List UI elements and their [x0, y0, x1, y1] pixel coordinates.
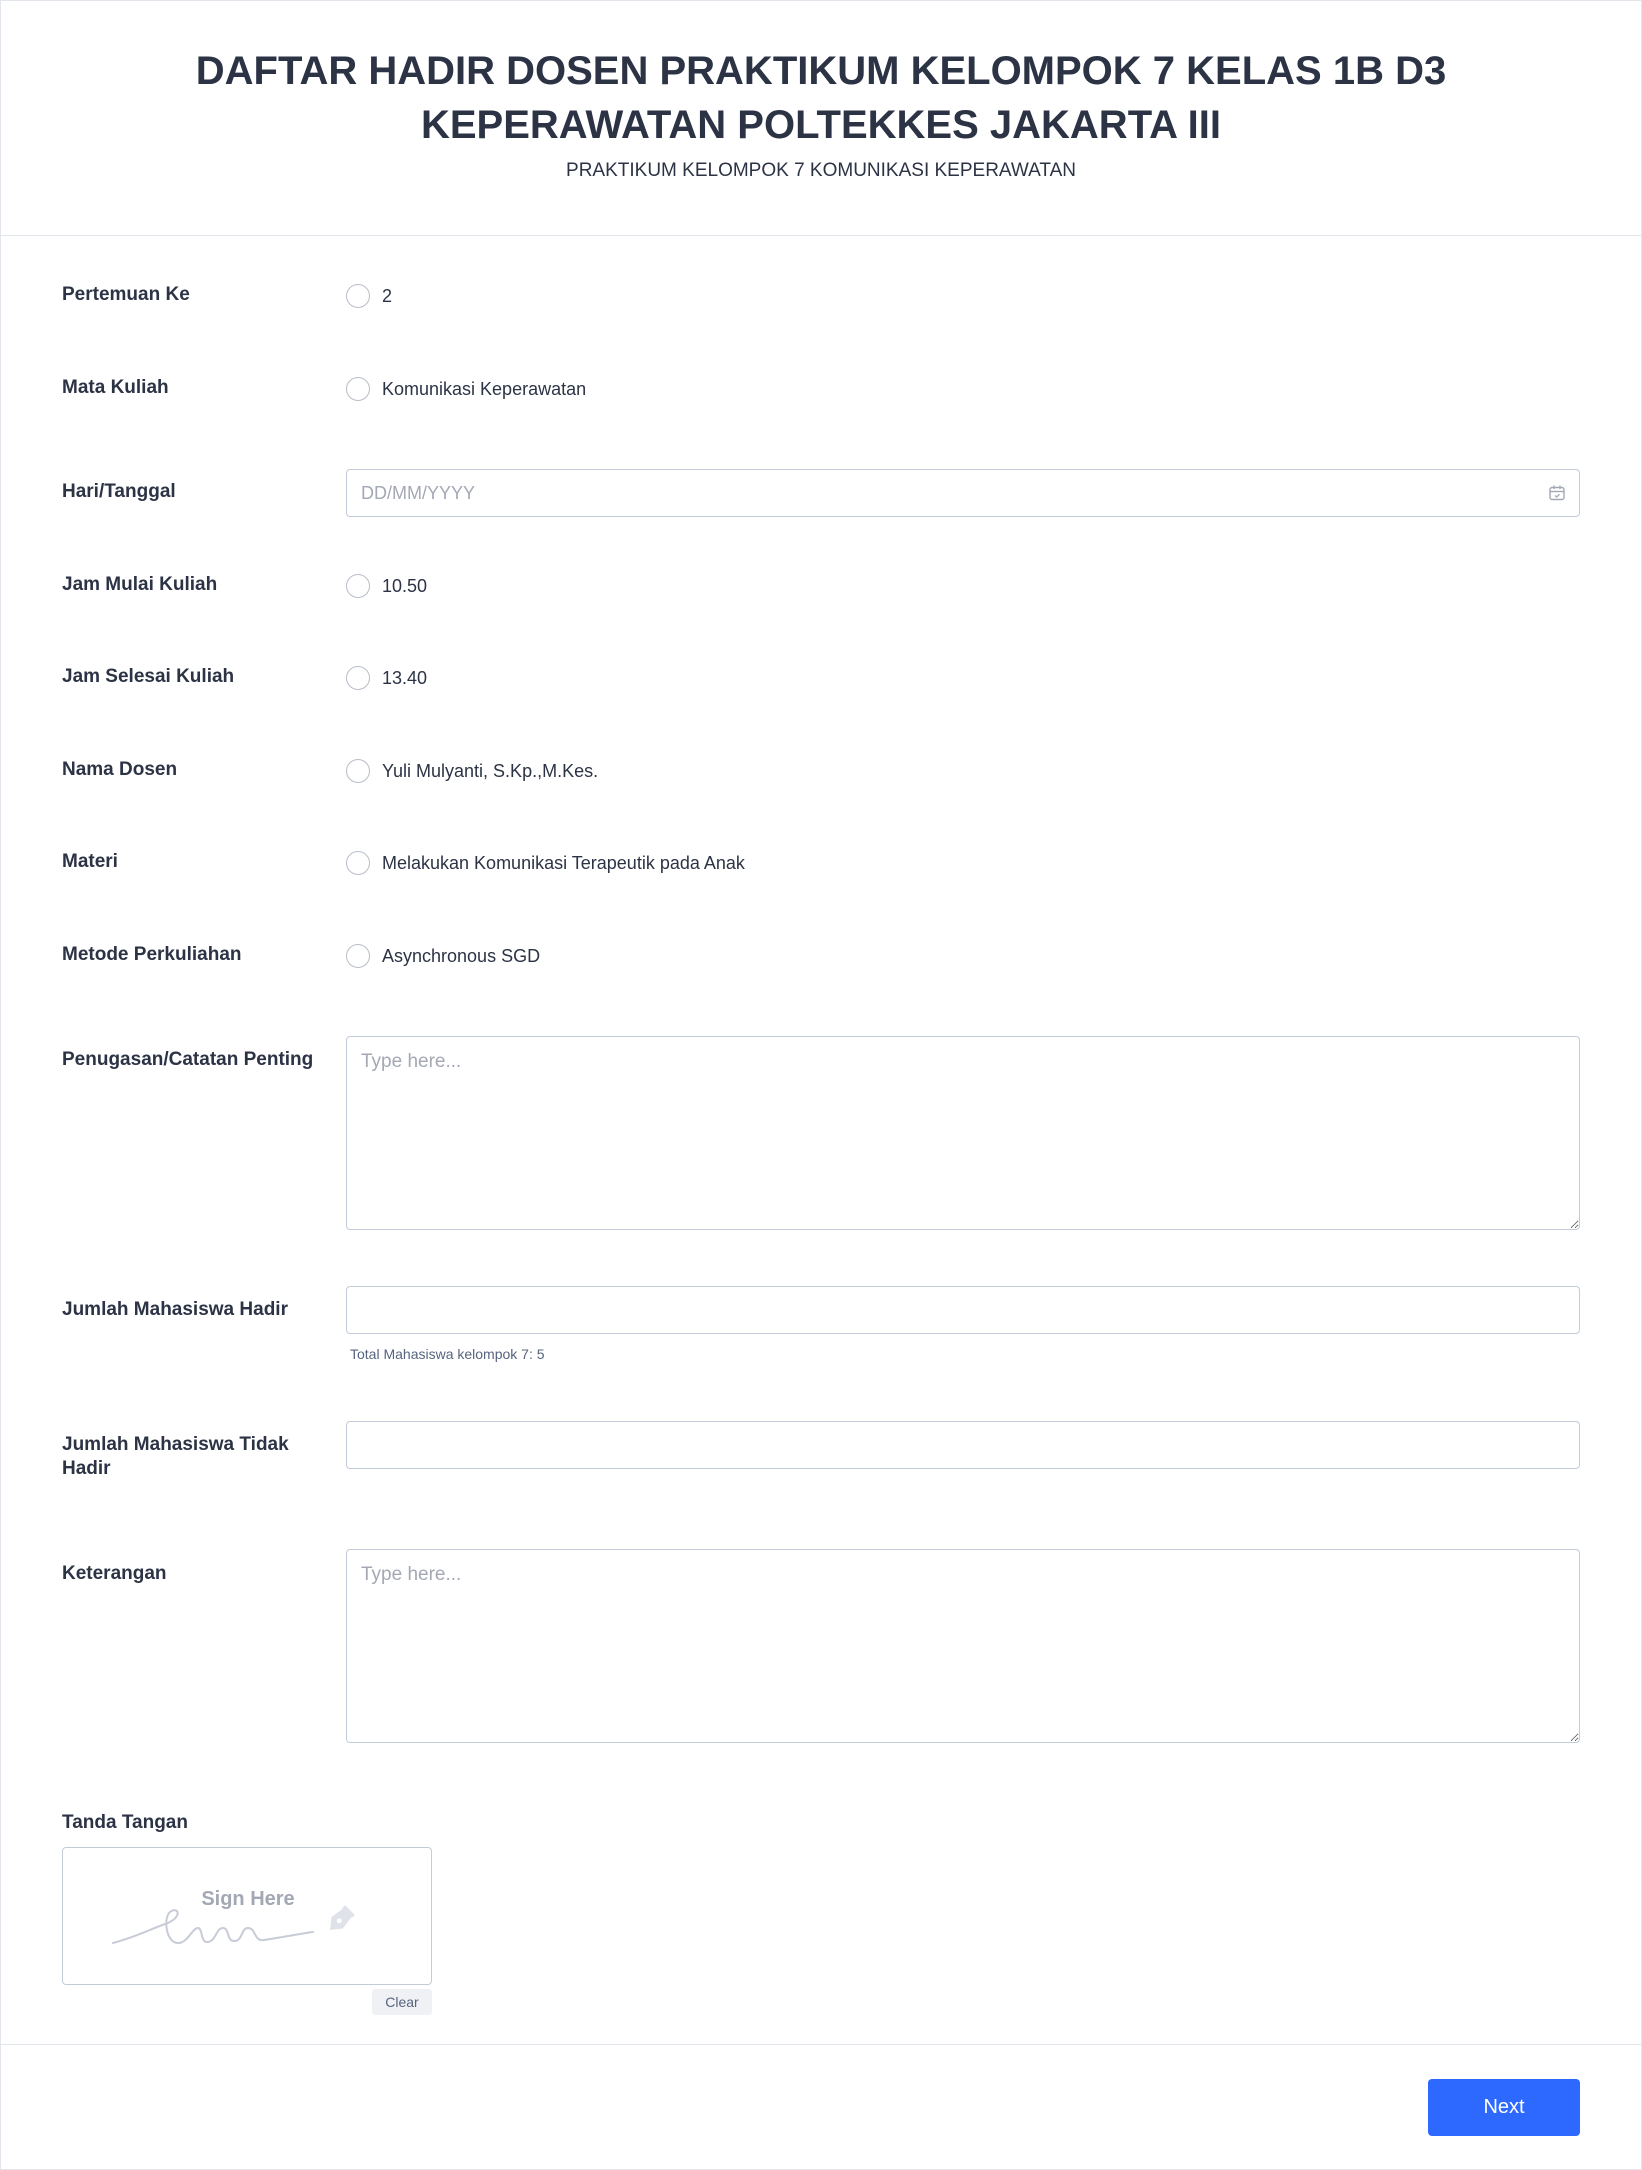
jumlah-tidak-hadir-input[interactable]: [346, 1421, 1580, 1469]
materi-label: Materi: [62, 851, 118, 872]
radio-circle[interactable]: [346, 377, 370, 401]
metode-label: Metode Perkuliahan: [62, 944, 242, 965]
penugasan-textarea[interactable]: [346, 1036, 1580, 1230]
radio-circle[interactable]: [346, 759, 370, 783]
option-label: Komunikasi Keperawatan: [382, 378, 587, 399]
signature-pad[interactable]: [62, 1847, 432, 1985]
form-header: [0, 0, 1642, 236]
option-label: Yuli Mulyanti, S.Kp.,M.Kes.: [382, 760, 599, 781]
keterangan-textarea[interactable]: [346, 1549, 1580, 1743]
mata-kuliah-label: Mata Kuliah: [62, 377, 169, 398]
keterangan-label: Keterangan: [62, 1563, 167, 1584]
option-label: 13.40: [382, 667, 428, 688]
label-line-1: Jumlah Mahasiswa Tidak: [62, 1434, 289, 1455]
jumlah-hadir-input[interactable]: [346, 1286, 1580, 1334]
jam-selesai-option[interactable]: [346, 664, 427, 692]
hari-tanggal-label: Hari/Tanggal: [62, 481, 176, 502]
calendar-icon[interactable]: [1548, 484, 1566, 502]
form-subtitle: PRAKTIKUM KELOMPOK 7 KOMUNIKASI KEPERAWATAN: [566, 160, 1076, 181]
penugasan-label: Penugasan/Catatan Penting: [62, 1049, 314, 1070]
footer-divider: [0, 2044, 1642, 2045]
materi-option[interactable]: [346, 849, 745, 877]
date-input[interactable]: [346, 469, 1580, 517]
option-label: 10.50: [382, 575, 428, 596]
radio-circle[interactable]: [346, 666, 370, 690]
next-button[interactable]: Next: [1428, 2079, 1580, 2136]
option-label: Melakukan Komunikasi Terapeutik pada Anak: [382, 852, 745, 873]
option-label: Asynchronous SGD: [382, 945, 541, 966]
nama-dosen-option[interactable]: [346, 757, 598, 785]
metode-option[interactable]: [346, 942, 540, 970]
jumlah-hadir-label: Jumlah Mahasiswa Hadir: [62, 1299, 288, 1320]
jam-mulai-option[interactable]: [346, 572, 427, 600]
pertemuan-label: Pertemuan Ke: [62, 284, 190, 305]
jumlah-hadir-sublabel: Total Mahasiswa kelompok 7: 5: [350, 1346, 545, 1362]
nama-dosen-label: Nama Dosen: [62, 759, 178, 780]
tanda-tangan-label: Tanda Tangan: [62, 1812, 188, 1833]
radio-circle[interactable]: [346, 944, 370, 968]
label-line-2: Hadir: [62, 1458, 111, 1479]
form-title: DAFTAR HADIR DOSEN PRAKTIKUM KELOMPOK 7 KELAS 1B D3 KEPERAWATAN POLTEKKES JAKARTA III: [195, 49, 1447, 147]
jumlah-tidak-hadir-label: [62, 1433, 289, 1481]
radio-circle[interactable]: [346, 574, 370, 598]
jam-selesai-label: Jam Selesai Kuliah: [62, 666, 235, 687]
date-field: [346, 469, 1580, 517]
jam-mulai-label: Jam Mulai Kuliah: [62, 574, 218, 595]
option-label: 2: [382, 285, 393, 306]
pertemuan-option-2[interactable]: [346, 282, 392, 310]
sign-here-text: Sign Here: [201, 1888, 295, 1910]
radio-circle[interactable]: [346, 851, 370, 875]
radio-circle[interactable]: [346, 284, 370, 308]
clear-signature-button[interactable]: Clear: [372, 1989, 432, 2015]
mata-kuliah-option[interactable]: [346, 375, 586, 403]
